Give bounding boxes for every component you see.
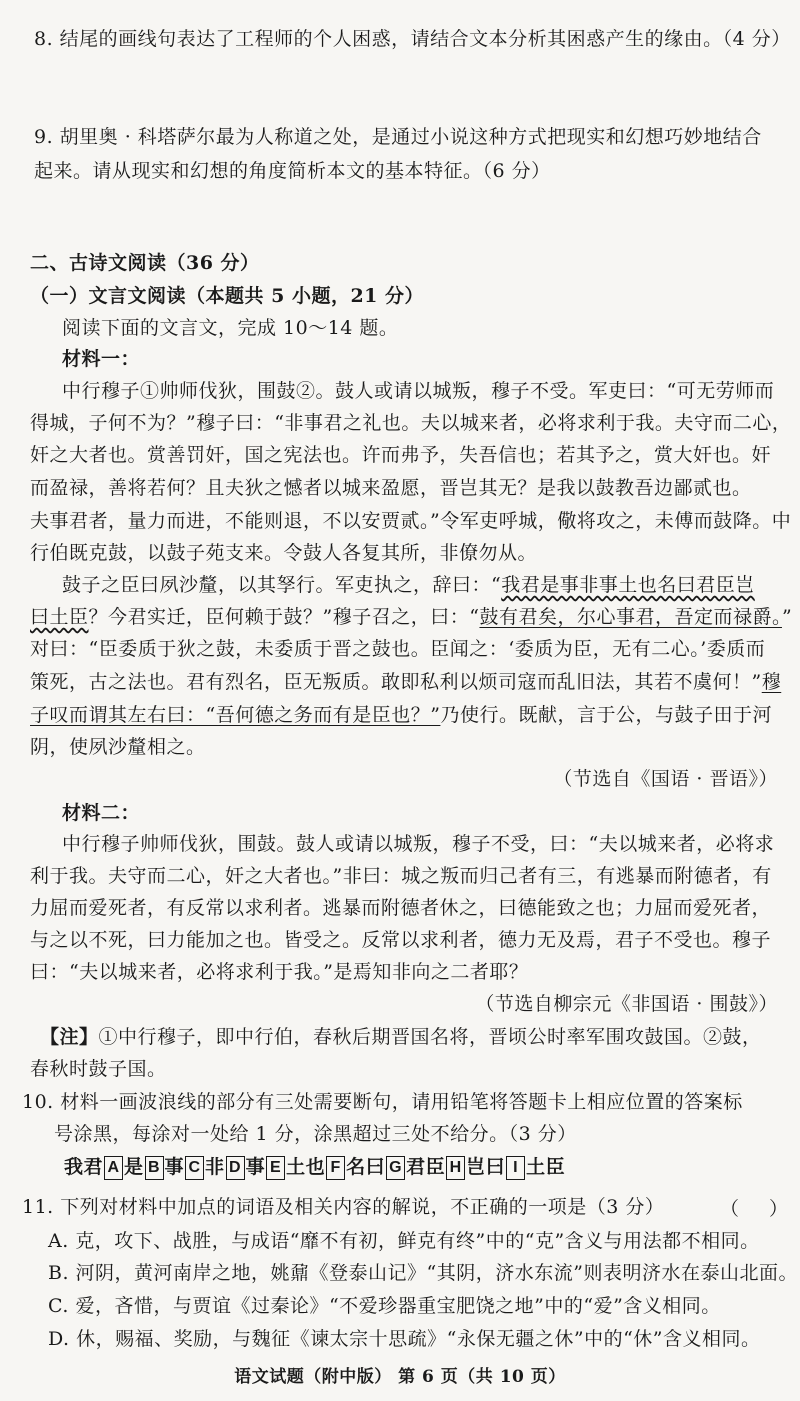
material-1-line: 奸之大者也。赏善罚奸，国之宪法也。许而弗予，失吾信也；若其予之，赏大奸也。奸	[30, 444, 772, 466]
question-11-option-b: B. 河阴，黄河南岸之地，姚鼐《登泰山记》“其阴，济水东流”则表明济水在泰山北面。	[48, 1262, 798, 1284]
question-9-line-2: 起来。请从现实和幻想的角度简析本文的基本特征。（6 分）	[34, 160, 551, 182]
underlined-sentence: 子叹而谓其左右曰：“吾何德之务而有是臣也？”	[30, 704, 441, 726]
wavy-underlined-text: 曰土臣	[30, 606, 89, 628]
material-1-line: 而盈禄，善将若何？且夫狄之憾者以城来盈愿，晋岂其无？是我以鼓教吾边鄙贰也。	[30, 477, 752, 499]
material-1-p2-line-6: 阴，使夙沙釐相之。	[30, 736, 206, 758]
note-line-1: 【注】①中行穆子，即中行伯，春秋后期晋国名将，晋顷公时率军围攻鼓国。②鼓，	[40, 1026, 762, 1048]
note-line-2: 春秋时鼓子国。	[30, 1058, 167, 1080]
material-1-line: 中行穆子①帅师伐狄，围鼓②。鼓人或请以城叛，穆子不受。军吏曰：“可无劳师而	[62, 380, 775, 402]
answer-box-d[interactable]: D	[226, 1156, 245, 1180]
page-footer: 语文试题（附中版） 第 6 页（共 10 页）	[234, 1367, 566, 1387]
answer-blank: （ ）	[720, 1198, 800, 1220]
material-1-p2-line-5: 子叹而谓其左右曰：“吾何德之务而有是臣也？”乃使行。既献，言于公，与鼓子田于河	[30, 704, 772, 726]
note-tag: 【注】	[40, 1026, 99, 1048]
material-2-line: 曰：“夫以城来者，必将求利于我。”是焉知非向之二者耶？	[30, 961, 529, 983]
question-10-options: 我君 A 是 B 事 C 非 D 事 E 土也 F 名曰 G 君臣 H 岂曰 I 土臣	[64, 1156, 566, 1178]
material-2-label: 材料二：	[62, 802, 141, 824]
wavy-underlined-text: 我君是事非事土也名曰君臣岂	[501, 574, 755, 596]
sub-heading: （一）文言文阅读（本题共 5 小题，21 分）	[30, 285, 425, 307]
material-1-p2-line-2: 曰土臣？今君实迁，臣何赖于鼓？”穆子召之，曰：“鼓有君矣，尔心事君，吾定而禄爵。”	[30, 606, 793, 628]
material-2-line: 中行穆子帅师伐狄，围鼓。鼓人或请以城叛，穆子不受，曰：“夫以城来者，必将求	[62, 833, 775, 855]
underlined-sentence: 鼓有君矣，尔心事君，吾定而禄爵。	[479, 606, 782, 628]
material-1-line: 夫事君者，量力而进，不能则退，不以安贾贰。”令军吏呼城，儆将攻之，未傅而鼓降。中	[30, 510, 792, 532]
material-2-line: 利于我。夫守而二心，奸之大者也。”非曰：城之叛而归己者有三，有逃暴而附德者，有	[30, 865, 772, 887]
question-11-option-d: D. 休，赐福、奖励，与魏征《谏太宗十思疏》“永保无疆之休”中的“休”含义相同。	[48, 1328, 761, 1350]
question-9-line-1: 9. 胡里奥 · 科塔萨尔最为人称道之处，是通过小说这种方式把现实和幻想巧妙地结合	[34, 126, 762, 148]
answer-box-a[interactable]: A	[104, 1156, 123, 1180]
material-1-p2-line-3: 对曰：“臣委质于狄之鼓，未委质于晋之鼓也。臣闻之：‘委质为臣，无有二心。’委质而	[30, 638, 766, 660]
question-11-option-a: A. 克，攻下、战胜，与成语“靡不有初，鲜克有终”中的“克”含义与用法都不相同。	[48, 1230, 760, 1252]
answer-box-g[interactable]: G	[386, 1156, 405, 1180]
material-2-line: 与之以不死，曰力能加之也。皆受之。反常以求利者，德力无及焉，君子不受也。穆子	[30, 929, 772, 951]
answer-box-c[interactable]: C	[185, 1156, 204, 1180]
question-11-stem: 11. 下列对材料中加点的词语及相关内容的解说，不正确的一项是（3 分）	[22, 1196, 665, 1218]
material-1-line: 得城，子何不为？”穆子曰：“非事君之礼也。夫以城来者，必将求利于我。夫守而二心，	[30, 412, 792, 434]
answer-box-f[interactable]: F	[326, 1156, 345, 1180]
material-1-source: （节选自《国语 · 晋语》）	[553, 768, 778, 790]
material-1-p2-line-1: 鼓子之臣曰夙沙釐，以其孥行。军吏执之，辞曰：“我君是事非事土也名曰君臣岂	[62, 574, 755, 596]
material-1-line: 行伯既克鼓，以鼓子苑支来。令鼓人各复其所，非僚勿从。	[30, 542, 538, 564]
underlined-sentence: 穆	[761, 671, 782, 693]
answer-box-b[interactable]: B	[145, 1156, 164, 1180]
material-2-source: （节选自柳宗元《非国语 · 围鼓》）	[475, 993, 778, 1015]
material-1-p2-line-4: 策死，古之法也。君有烈名，臣无叛质。敢即私利以烦司寇而乱旧法，其若不虞何！”穆	[30, 671, 782, 693]
question-10-line-2: 号涂黑，每涂对一处给 1 分，涂黑超过三处不给分。（3 分）	[54, 1123, 577, 1145]
section-heading: 二、古诗文阅读（36 分）	[30, 252, 260, 274]
material-2-line: 力屈而爱死者，有反常以求利者。逃暴而附德者休之，曰德能致之也；力屈而爱死者，	[30, 897, 772, 919]
question-8: 8. 结尾的画线句表达了工程师的个人困惑，请结合文本分析其困惑产生的缘由。（4 分）	[34, 28, 791, 50]
material-1-label: 材料一：	[62, 348, 141, 370]
question-11-option-c: C. 爱，吝惜，与贾谊《过秦论》“不爱珍器重宝肥饶之地”中的“爱”含义相同。	[48, 1295, 721, 1317]
answer-box-i[interactable]: I	[506, 1156, 525, 1180]
answer-box-e[interactable]: E	[266, 1156, 285, 1180]
reading-instruction: 阅读下面的文言文，完成 10～14 题。	[62, 317, 399, 339]
answer-box-h[interactable]: H	[446, 1156, 465, 1180]
question-10-line-1: 10. 材料一画波浪线的部分有三处需要断句，请用铅笔将答题卡上相应位置的答案标	[22, 1091, 743, 1113]
